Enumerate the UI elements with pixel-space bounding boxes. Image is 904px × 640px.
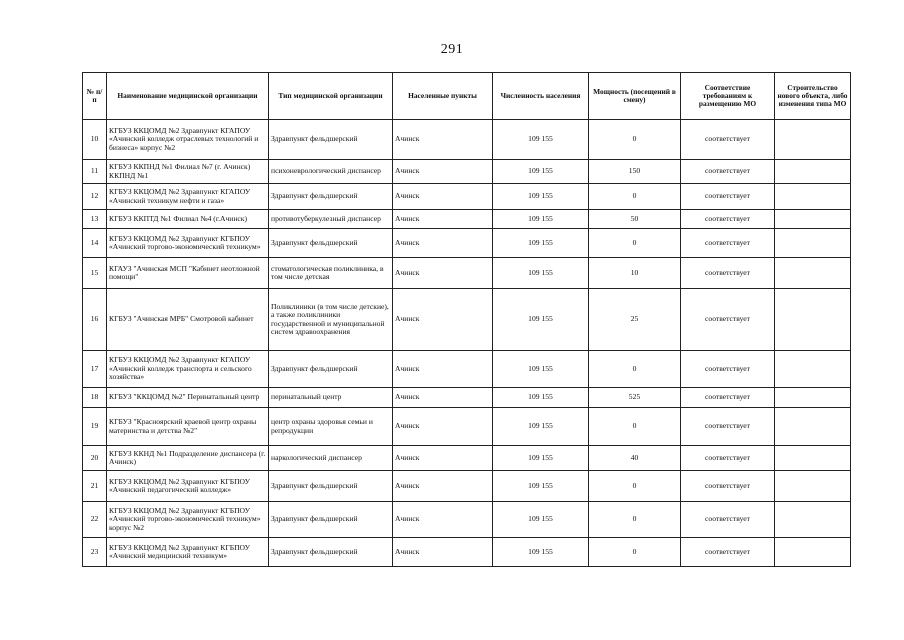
table-row xyxy=(83,408,851,446)
organization-name: КГБУЗ ККЦОМД №2 Здравпункт КГАПОУ «Ачинский техникум нефти и газа» xyxy=(107,184,269,210)
construction xyxy=(775,229,851,258)
header-population: Численность населения xyxy=(493,73,589,120)
row-number: 12 xyxy=(83,184,107,210)
table-header-row xyxy=(83,73,851,120)
capacity: 0 xyxy=(589,471,681,502)
organization-type: противотуберкулезный диспансер xyxy=(269,210,393,229)
settlement: Ачинск xyxy=(393,229,493,258)
population: 109 155 xyxy=(493,446,589,471)
header-organization-type: Тип медицинской организации xyxy=(269,73,393,120)
row-number: 18 xyxy=(83,388,107,408)
table-row xyxy=(83,471,851,502)
compliance: соответствует xyxy=(681,408,775,446)
capacity: 0 xyxy=(589,184,681,210)
page-number: 291 xyxy=(440,42,464,57)
table-row xyxy=(83,184,851,210)
organization-name: КГБУЗ ККЦОМД №2 Здравпункт КГБПОУ «Ачинский педагогический колледж» xyxy=(107,471,269,502)
capacity: 40 xyxy=(589,446,681,471)
compliance: соответствует xyxy=(681,210,775,229)
organization-type: психоневрологический диспансер xyxy=(269,160,393,184)
table-row xyxy=(83,160,851,184)
table-row xyxy=(83,502,851,538)
table-row xyxy=(83,258,851,289)
organization-type: Здравпункт фельдшерский xyxy=(269,120,393,160)
medical-organizations-table xyxy=(82,72,851,567)
organization-name: КГБУЗ ККПТД №1 Филиал №4 (г.Ачинск) xyxy=(107,210,269,229)
organization-name: КГБУЗ ККЦОМД №2 Здравпункт КГАПОУ «Ачинский колледж отраслевых технологий и бизнеса» корпус №2 xyxy=(107,120,269,160)
organization-name: КГБУЗ "ККЦОМД №2" Перинатальный центр xyxy=(107,388,269,408)
construction xyxy=(775,351,851,388)
population: 109 155 xyxy=(493,120,589,160)
capacity: 0 xyxy=(589,408,681,446)
compliance: соответствует xyxy=(681,229,775,258)
construction xyxy=(775,184,851,210)
population: 109 155 xyxy=(493,229,589,258)
organization-name: КГБУЗ "Красноярский краевой центр охраны материнства и детства №2" xyxy=(107,408,269,446)
construction xyxy=(775,471,851,502)
row-number: 21 xyxy=(83,471,107,502)
compliance: соответствует xyxy=(681,289,775,351)
row-number: 17 xyxy=(83,351,107,388)
population: 109 155 xyxy=(493,408,589,446)
organization-type: центр охраны здоровья семьи и репродукции xyxy=(269,408,393,446)
capacity: 10 xyxy=(589,258,681,289)
row-number: 10 xyxy=(83,120,107,160)
row-number: 11 xyxy=(83,160,107,184)
row-number: 14 xyxy=(83,229,107,258)
table-row xyxy=(83,538,851,567)
compliance: соответствует xyxy=(681,388,775,408)
settlement: Ачинск xyxy=(393,210,493,229)
organization-type: Здравпункт фельдшерский xyxy=(269,471,393,502)
construction xyxy=(775,408,851,446)
compliance: соответствует xyxy=(681,471,775,502)
construction xyxy=(775,446,851,471)
construction xyxy=(775,502,851,538)
construction xyxy=(775,160,851,184)
compliance: соответствует xyxy=(681,258,775,289)
capacity: 150 xyxy=(589,160,681,184)
organization-type: Здравпункт фельдшерский xyxy=(269,184,393,210)
population: 109 155 xyxy=(493,184,589,210)
construction xyxy=(775,210,851,229)
compliance: соответствует xyxy=(681,184,775,210)
header-construction: Строительство нового объекта, либо изменения типа МО xyxy=(775,73,851,120)
settlement: Ачинск xyxy=(393,538,493,567)
header-compliance: Соответствие требованиям к размещению МО xyxy=(681,73,775,120)
organization-type: Здравпункт фельдшерский xyxy=(269,351,393,388)
settlement: Ачинск xyxy=(393,120,493,160)
organization-name: КГБУЗ "Ачинская МРБ" Смотровой кабинет xyxy=(107,289,269,351)
organization-name: КГБУЗ ККПНД №1 Филиал №7 (г. Ачинск) ККПНД №1 xyxy=(107,160,269,184)
header-settlements: Населенные пункты xyxy=(393,73,493,120)
organization-type: Здравпункт фельдшерский xyxy=(269,538,393,567)
compliance: соответствует xyxy=(681,160,775,184)
organization-type: Здравпункт фельдшерский xyxy=(269,502,393,538)
settlement: Ачинск xyxy=(393,258,493,289)
population: 109 155 xyxy=(493,160,589,184)
organization-type: Здравпункт фельдшерский xyxy=(269,229,393,258)
population: 109 155 xyxy=(493,538,589,567)
table-row xyxy=(83,289,851,351)
organization-name: КГАУЗ "Ачинская МСП "Кабинет неотложной помощи" xyxy=(107,258,269,289)
header-number: № п/п xyxy=(83,73,107,120)
organization-name: КГБУЗ ККЦОМД №2 Здравпункт КГБПОУ «Ачинский медицинский техникум» xyxy=(107,538,269,567)
row-number: 20 xyxy=(83,446,107,471)
capacity: 50 xyxy=(589,210,681,229)
compliance: соответствует xyxy=(681,538,775,567)
row-number: 19 xyxy=(83,408,107,446)
compliance: соответствует xyxy=(681,502,775,538)
settlement: Ачинск xyxy=(393,160,493,184)
header-capacity: Мощность (посещений в смену) xyxy=(589,73,681,120)
capacity: 0 xyxy=(589,229,681,258)
settlement: Ачинск xyxy=(393,502,493,538)
population: 109 155 xyxy=(493,258,589,289)
table-row xyxy=(83,229,851,258)
capacity: 0 xyxy=(589,120,681,160)
row-number: 22 xyxy=(83,502,107,538)
population: 109 155 xyxy=(493,471,589,502)
compliance: соответствует xyxy=(681,446,775,471)
construction xyxy=(775,538,851,567)
capacity: 0 xyxy=(589,538,681,567)
row-number: 15 xyxy=(83,258,107,289)
construction xyxy=(775,289,851,351)
capacity: 25 xyxy=(589,289,681,351)
compliance: соответствует xyxy=(681,351,775,388)
population: 109 155 xyxy=(493,351,589,388)
settlement: Ачинск xyxy=(393,388,493,408)
compliance: соответствует xyxy=(681,120,775,160)
population: 109 155 xyxy=(493,210,589,229)
header-organization-name: Наименование медицинской организации xyxy=(107,73,269,120)
organization-name: КГБУЗ ККЦОМД №2 Здравпункт КГБПОУ «Ачинский торгово-экономический техникум» xyxy=(107,229,269,258)
settlement: Ачинск xyxy=(393,351,493,388)
row-number: 16 xyxy=(83,289,107,351)
population: 109 155 xyxy=(493,388,589,408)
capacity: 0 xyxy=(589,351,681,388)
table-row xyxy=(83,351,851,388)
organization-type: наркологический диспансер xyxy=(269,446,393,471)
settlement: Ачинск xyxy=(393,289,493,351)
table-row xyxy=(83,446,851,471)
settlement: Ачинск xyxy=(393,184,493,210)
capacity: 0 xyxy=(589,502,681,538)
organization-type: Поликлиники (в том числе детские), а также поликлиники государственной и муниципальной систем здравоохранения xyxy=(269,289,393,351)
table-row xyxy=(83,210,851,229)
settlement: Ачинск xyxy=(393,446,493,471)
table-row xyxy=(83,388,851,408)
construction xyxy=(775,388,851,408)
row-number: 13 xyxy=(83,210,107,229)
construction xyxy=(775,120,851,160)
organization-name: КГБУЗ ККЦОМД №2 Здравпункт КГБПОУ «Ачинский торгово-экономический техникум» корпус №2 xyxy=(107,502,269,538)
row-number: 23 xyxy=(83,538,107,567)
organization-name: КГБУЗ ККЦОМД №2 Здравпункт КГАПОУ «Ачинский колледж транспорта и сельского хозяйства» xyxy=(107,351,269,388)
population: 109 155 xyxy=(493,502,589,538)
population: 109 155 xyxy=(493,289,589,351)
organization-type: перинатальный центр xyxy=(269,388,393,408)
table-row xyxy=(83,120,851,160)
organization-type: стоматологическая поликлиника, в том числе детская xyxy=(269,258,393,289)
capacity: 525 xyxy=(589,388,681,408)
construction xyxy=(775,258,851,289)
organization-name: КГБУЗ ККНД №1 Подразделение диспансера (г. Ачинск) xyxy=(107,446,269,471)
settlement: Ачинск xyxy=(393,408,493,446)
settlement: Ачинск xyxy=(393,471,493,502)
